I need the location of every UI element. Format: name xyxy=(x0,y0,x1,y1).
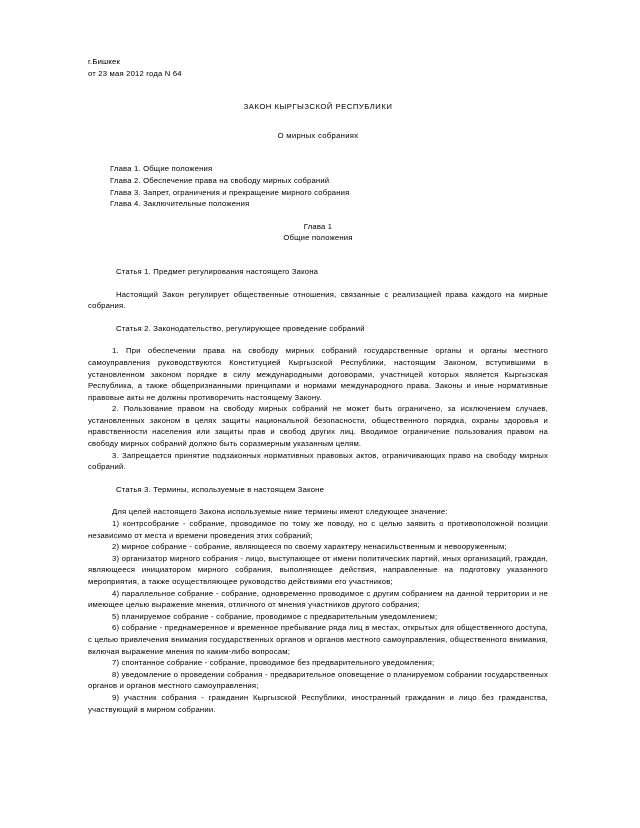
document-title: ЗАКОН КЫРГЫЗСКОЙ РЕСПУБЛИКИ xyxy=(243,102,393,112)
article-2-item-3: 3. Запрещается принятие подзаконных нормативных правовых актов, ограничивающих право на свободу мирных собраний. xyxy=(88,450,548,472)
toc-item-chapter-2[interactable]: Глава 2. Обеспечение права на свободу мирных собраний xyxy=(110,175,330,185)
article-1-heading: Статья 1. Предмет регулирования настоящего Закона xyxy=(116,266,319,276)
article-1-body: Настоящий Закон регулирует общественные отношения, связанные с реализацией права каждого на мирные собрания. xyxy=(88,289,548,311)
chapter-heading xyxy=(88,221,548,244)
definition-item-1: 1) контрсобрание - собрание, проводимое по тому же поводу, но с целью заявить о противоположной позиции независимо от места и времени проведения этих собраний; xyxy=(88,519,548,540)
article-2-item-2: 2. Пользование правом на свободу мирных собраний не может быть ограничено, за исключением случаев, установленных законом в целях защиты национальной безопасности, общественного порядка, охраны здоровья и нравственности населения или защиты прав и свобод других лиц. Вводимое ограничение пользования правом на свободу мирных собраний должно быть соразмерным указанным целям. xyxy=(88,404,548,449)
article-3-lead: Для целей настоящего Закона используемые ниже термины имеют следующее значение: xyxy=(112,507,448,517)
article-3-heading: Статья 3. Термины, используемые в настоящем Законе xyxy=(116,484,325,494)
definition-item-7: 7) спонтанное собрание - собрание, проводимое без предварительного уведомления; xyxy=(112,658,435,668)
toc-item-chapter-4[interactable]: Глава 4. Заключительные положения xyxy=(110,199,250,209)
spacer xyxy=(88,141,548,163)
spacer xyxy=(88,312,548,323)
toc-item-chapter-1[interactable]: Глава 1. Общие положения xyxy=(110,164,213,174)
chapter-number: Глава 1 xyxy=(303,221,333,231)
article-3-definitions xyxy=(88,518,548,715)
definition-item-6: 6) собрание - преднамеренное и временное пребывание ряда лиц в местах, открытых для общественного доступа, с целью привлечения внимания государственных органов и органов местного самоуправления, общественного внимания, включая выражение мнения по каким-либо вопросам; xyxy=(88,623,548,656)
article-2-heading: Статья 2. Законодательство, регулирующее проведение собраний xyxy=(116,323,365,333)
spacer xyxy=(88,495,548,506)
toc-item-chapter-3[interactable]: Глава 3. Запрет, ограничения и прекращение мирного собрания xyxy=(110,187,350,197)
spacer xyxy=(88,473,548,484)
spacer xyxy=(88,244,548,266)
definition-item-8: 8) уведомление о проведении собрания - предварительное оповещение о планируемом собрании государственных органов и органов местного самоуправления; xyxy=(88,669,548,691)
definition-item-3: 3) организатор мирного собрания - лицо, выступающее от имени политических партий, иных организаций, граждан, являющееся инициатором мирного собрания, выполняющее действия, направленные на подготовку указанного мероприятия, а также осуществляющее руководство действиями его участников; xyxy=(88,553,548,586)
spacer xyxy=(88,334,548,345)
document-body xyxy=(88,56,548,715)
spacer xyxy=(88,210,548,221)
definition-item-2: 2) мирное собрание - собрание, являющееся по своему характеру ненасильственным и невооруженным; xyxy=(112,542,507,552)
definition-item-9: 9) участник собрания - гражданин Кыргызской Республики, иностранный гражданин и лицо без гражданства, участвующий в мирном собрании. xyxy=(88,692,548,714)
document-place: г.Бишкек xyxy=(88,57,121,66)
spacer xyxy=(88,113,548,130)
spacer xyxy=(88,278,548,289)
spacer xyxy=(88,79,548,101)
table-of-contents xyxy=(88,163,548,209)
definition-item-4: 4) параллельное собрание - собрание, одновременно проводимое с другим собранием на данной территории и не имеющее целью выражение мнения, отличного от мнения участников другого собрания; xyxy=(88,588,548,610)
article-2-item-1: 1. При обеспечении права на свободу мирных собраний государственные органы и органы местного самоуправления руководствуются Конституцией Кыргызской Республики, настоящим Законом, вступившими в установленном законом порядке в силу международными договорами, участницей которых является Кыргызская Республика, а также общепризнанными принципами и нормами международного права. Законы и иные нормативные правовые акты не должны противоречить настоящему Закону. xyxy=(88,346,548,402)
document-date-number: от 23 мая 2012 года N 64 xyxy=(88,68,182,78)
document-subtitle: О мирных собраниях xyxy=(277,130,359,140)
definition-item-5: 5) планируемое собрание - собрание, проводимое с предварительным уведомлением; xyxy=(112,611,438,621)
chapter-name: Общие положения xyxy=(283,233,353,243)
